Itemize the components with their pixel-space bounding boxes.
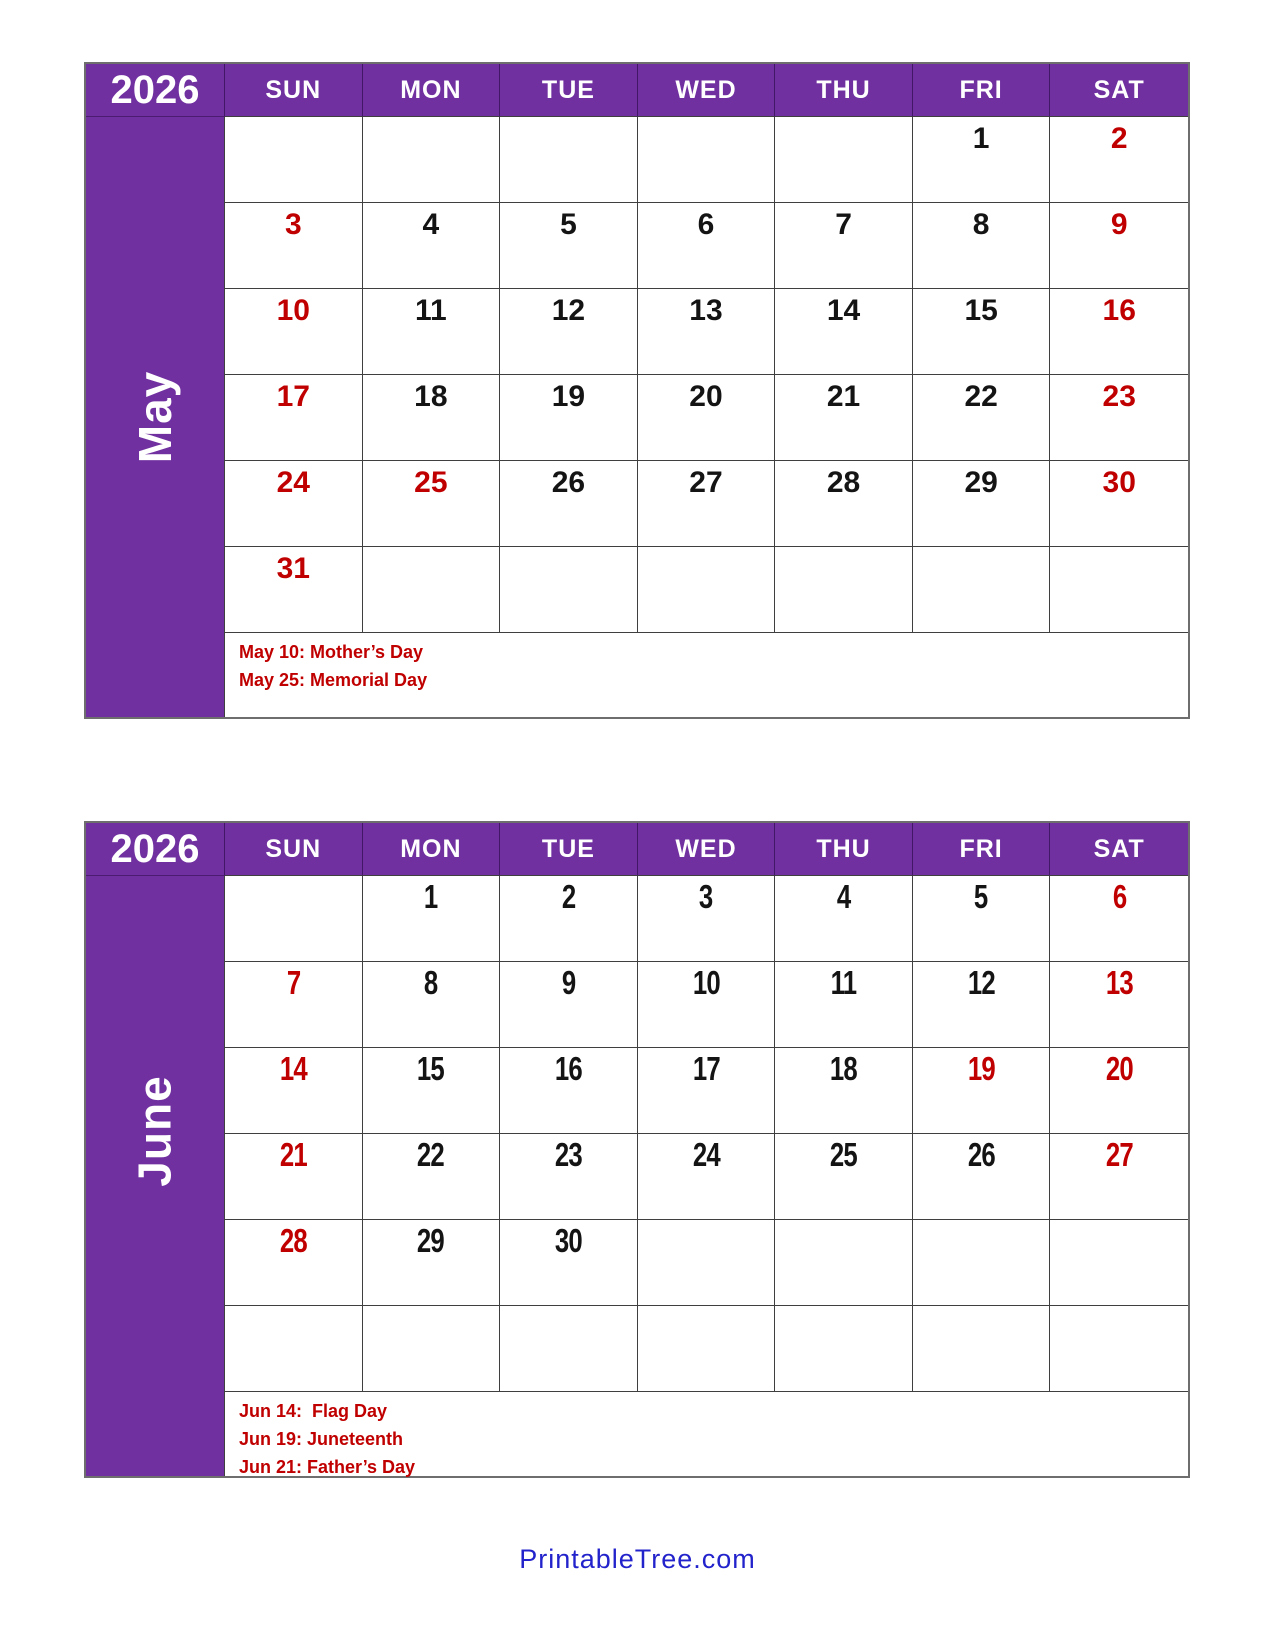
day-cell-may-23 bbox=[1050, 375, 1188, 461]
day-cell-empty bbox=[500, 1306, 638, 1392]
day-number: 12 bbox=[551, 294, 586, 327]
calendar-june bbox=[84, 821, 1190, 1478]
month-sidebar bbox=[86, 117, 225, 717]
day-number: 8 bbox=[424, 964, 438, 1001]
day-cell-june-20 bbox=[1050, 1048, 1188, 1134]
day-cell-may-1 bbox=[913, 117, 1051, 203]
day-cell-june-21 bbox=[225, 1134, 363, 1220]
day-cell-may-16 bbox=[1050, 289, 1188, 375]
day-number: 10 bbox=[276, 294, 310, 327]
day-number: 26 bbox=[967, 1136, 995, 1173]
weekday-header-wed: WED bbox=[638, 64, 776, 117]
day-number: 11 bbox=[830, 964, 857, 1001]
weekday-header-sun: SUN bbox=[225, 823, 363, 876]
day-number: 15 bbox=[964, 294, 998, 327]
day-cell-may-10 bbox=[225, 289, 363, 375]
day-cell-june-13 bbox=[1050, 962, 1188, 1048]
footer-link[interactable]: PrintableTree.com bbox=[519, 1544, 756, 1574]
day-cell-june-14 bbox=[225, 1048, 363, 1134]
day-cell-may-27 bbox=[638, 461, 776, 547]
day-number: 7 bbox=[835, 208, 852, 241]
day-cell-june-30 bbox=[500, 1220, 638, 1306]
day-number: 13 bbox=[689, 294, 723, 327]
day-number: 27 bbox=[1105, 1136, 1133, 1173]
day-number: 7 bbox=[286, 964, 301, 1001]
weekday-header-thu: THU bbox=[775, 64, 913, 117]
day-number: 18 bbox=[830, 1050, 858, 1087]
day-cell-empty bbox=[363, 547, 501, 633]
day-cell-may-5 bbox=[500, 203, 638, 289]
day-number: 6 bbox=[1112, 878, 1126, 915]
day-number: 15 bbox=[417, 1050, 445, 1087]
day-cell-empty bbox=[500, 117, 638, 203]
day-cell-may-14 bbox=[775, 289, 913, 375]
day-number: 20 bbox=[689, 380, 723, 413]
weekday-header-sat: SAT bbox=[1050, 64, 1188, 117]
day-cell-june-19 bbox=[913, 1048, 1051, 1134]
day-cell-empty bbox=[225, 117, 363, 203]
weekday-header-mon: MON bbox=[363, 823, 501, 876]
holiday-line: Jun 14: Flag Day bbox=[239, 1401, 388, 1421]
holiday-line: Jun 19: Juneteenth bbox=[239, 1429, 404, 1449]
day-number: 16 bbox=[554, 1050, 582, 1087]
day-cell-june-18 bbox=[775, 1048, 913, 1134]
day-number: 6 bbox=[697, 208, 715, 241]
day-cell-may-19 bbox=[500, 375, 638, 461]
day-cell-may-17 bbox=[225, 375, 363, 461]
day-number: 17 bbox=[692, 1050, 720, 1087]
day-number: 14 bbox=[279, 1050, 307, 1087]
day-number: 5 bbox=[560, 208, 577, 241]
day-number: 5 bbox=[974, 878, 988, 915]
day-cell-may-4 bbox=[363, 203, 501, 289]
day-cell-june-6 bbox=[1050, 876, 1188, 962]
day-cell-may-30 bbox=[1050, 461, 1188, 547]
day-cell-june-8 bbox=[363, 962, 501, 1048]
day-number: 1 bbox=[972, 122, 990, 155]
day-cell-may-12 bbox=[500, 289, 638, 375]
day-cell-empty bbox=[500, 547, 638, 633]
day-number: 23 bbox=[554, 1136, 582, 1173]
day-cell-may-15 bbox=[913, 289, 1051, 375]
month-sidebar bbox=[86, 876, 225, 1476]
day-cell-june-10 bbox=[638, 962, 776, 1048]
day-number: 11 bbox=[414, 294, 447, 327]
day-number: 20 bbox=[1105, 1050, 1133, 1087]
day-number: 18 bbox=[414, 380, 448, 413]
day-number: 9 bbox=[561, 964, 576, 1001]
day-cell-empty bbox=[913, 1306, 1051, 1392]
day-cell-may-18 bbox=[363, 375, 501, 461]
day-cell-june-24 bbox=[638, 1134, 776, 1220]
day-cell-may-2 bbox=[1050, 117, 1188, 203]
holiday-notes bbox=[225, 1392, 1188, 1476]
day-number: 17 bbox=[276, 380, 310, 413]
day-number: 30 bbox=[1102, 466, 1136, 499]
day-cell-empty bbox=[225, 1306, 363, 1392]
day-cell-june-25 bbox=[775, 1134, 913, 1220]
day-number: 19 bbox=[551, 380, 586, 413]
day-number: 30 bbox=[554, 1222, 582, 1259]
day-number: 23 bbox=[1102, 380, 1136, 413]
day-cell-june-22 bbox=[363, 1134, 501, 1220]
day-number: 22 bbox=[964, 380, 998, 413]
day-cell-may-20 bbox=[638, 375, 776, 461]
calendar-may bbox=[84, 62, 1190, 719]
day-cell-may-21 bbox=[775, 375, 913, 461]
day-cell-may-26 bbox=[500, 461, 638, 547]
day-number: 21 bbox=[279, 1136, 307, 1173]
day-cell-may-7 bbox=[775, 203, 913, 289]
day-number: 8 bbox=[972, 208, 990, 241]
day-number: 2 bbox=[1110, 122, 1128, 155]
day-number: 29 bbox=[417, 1222, 445, 1259]
day-number: 22 bbox=[417, 1136, 445, 1173]
holiday-line: May 25: Memorial Day bbox=[239, 670, 428, 690]
day-cell-may-9 bbox=[1050, 203, 1188, 289]
day-cell-empty bbox=[363, 117, 501, 203]
day-cell-empty bbox=[225, 876, 363, 962]
day-cell-empty bbox=[363, 1306, 501, 1392]
day-cell-may-28 bbox=[775, 461, 913, 547]
day-number: 2 bbox=[561, 878, 576, 915]
day-cell-june-29 bbox=[363, 1220, 501, 1306]
footer bbox=[0, 1544, 1275, 1575]
day-number: 1 bbox=[424, 878, 438, 915]
day-cell-may-24 bbox=[225, 461, 363, 547]
day-number: 25 bbox=[830, 1136, 858, 1173]
holiday-line: May 10: Mother’s Day bbox=[239, 642, 424, 662]
day-number: 24 bbox=[692, 1136, 720, 1173]
day-number: 25 bbox=[414, 466, 448, 499]
day-cell-june-28 bbox=[225, 1220, 363, 1306]
day-cell-june-9 bbox=[500, 962, 638, 1048]
day-cell-empty bbox=[775, 547, 913, 633]
day-cell-june-12 bbox=[913, 962, 1051, 1048]
day-cell-empty bbox=[1050, 547, 1188, 633]
day-cell-june-17 bbox=[638, 1048, 776, 1134]
month-label: June bbox=[129, 1075, 181, 1187]
day-cell-june-26 bbox=[913, 1134, 1051, 1220]
weekday-header-fri: FRI bbox=[913, 823, 1051, 876]
day-number: 28 bbox=[279, 1222, 307, 1259]
year-label: 2026 bbox=[86, 823, 225, 876]
day-cell-may-8 bbox=[913, 203, 1051, 289]
day-number: 21 bbox=[826, 380, 861, 413]
day-cell-june-7 bbox=[225, 962, 363, 1048]
day-cell-may-3 bbox=[225, 203, 363, 289]
day-number: 9 bbox=[1110, 208, 1128, 241]
day-cell-june-16 bbox=[500, 1048, 638, 1134]
day-cell-june-11 bbox=[775, 962, 913, 1048]
weekday-header-fri: FRI bbox=[913, 64, 1051, 117]
day-number: 12 bbox=[967, 964, 995, 1001]
day-cell-june-5 bbox=[913, 876, 1051, 962]
day-number: 3 bbox=[284, 208, 302, 241]
weekday-header-sun: SUN bbox=[225, 64, 363, 117]
weekday-header-wed: WED bbox=[638, 823, 776, 876]
day-cell-may-6 bbox=[638, 203, 776, 289]
day-cell-may-25 bbox=[363, 461, 501, 547]
day-cell-may-31 bbox=[225, 547, 363, 633]
day-cell-empty bbox=[638, 1220, 776, 1306]
day-cell-may-11 bbox=[363, 289, 501, 375]
holiday-notes bbox=[225, 633, 1188, 717]
day-cell-may-13 bbox=[638, 289, 776, 375]
day-cell-may-29 bbox=[913, 461, 1051, 547]
day-cell-empty bbox=[638, 547, 776, 633]
day-number: 26 bbox=[551, 466, 586, 499]
holiday-line: Jun 21: Father’s Day bbox=[239, 1457, 416, 1477]
day-cell-empty bbox=[775, 117, 913, 203]
day-cell-june-4 bbox=[775, 876, 913, 962]
day-number: 3 bbox=[699, 878, 713, 915]
weekday-header-sat: SAT bbox=[1050, 823, 1188, 876]
day-number: 28 bbox=[826, 466, 861, 499]
day-number: 19 bbox=[967, 1050, 995, 1087]
weekday-header-tue: TUE bbox=[500, 64, 638, 117]
year-label: 2026 bbox=[86, 64, 225, 117]
day-cell-empty bbox=[913, 547, 1051, 633]
day-number: 13 bbox=[1105, 964, 1133, 1001]
day-cell-empty bbox=[638, 1306, 776, 1392]
day-number: 31 bbox=[276, 552, 310, 585]
day-cell-june-2 bbox=[500, 876, 638, 962]
day-cell-empty bbox=[775, 1220, 913, 1306]
day-number: 14 bbox=[826, 294, 861, 327]
day-cell-empty bbox=[1050, 1306, 1188, 1392]
day-cell-empty bbox=[913, 1220, 1051, 1306]
day-cell-may-22 bbox=[913, 375, 1051, 461]
weekday-header-mon: MON bbox=[363, 64, 501, 117]
day-cell-june-15 bbox=[363, 1048, 501, 1134]
day-number: 10 bbox=[692, 964, 720, 1001]
day-cell-june-27 bbox=[1050, 1134, 1188, 1220]
weekday-header-tue: TUE bbox=[500, 823, 638, 876]
day-cell-june-3 bbox=[638, 876, 776, 962]
day-cell-empty bbox=[638, 117, 776, 203]
weekday-header-thu: THU bbox=[775, 823, 913, 876]
day-number: 4 bbox=[422, 208, 440, 241]
day-number: 24 bbox=[276, 466, 310, 499]
day-cell-empty bbox=[1050, 1220, 1188, 1306]
day-number: 16 bbox=[1102, 294, 1136, 327]
day-number: 27 bbox=[689, 466, 723, 499]
day-number: 4 bbox=[836, 878, 851, 915]
day-number: 29 bbox=[964, 466, 998, 499]
day-cell-june-23 bbox=[500, 1134, 638, 1220]
day-cell-june-1 bbox=[363, 876, 501, 962]
month-label: May bbox=[128, 370, 181, 464]
day-cell-empty bbox=[775, 1306, 913, 1392]
